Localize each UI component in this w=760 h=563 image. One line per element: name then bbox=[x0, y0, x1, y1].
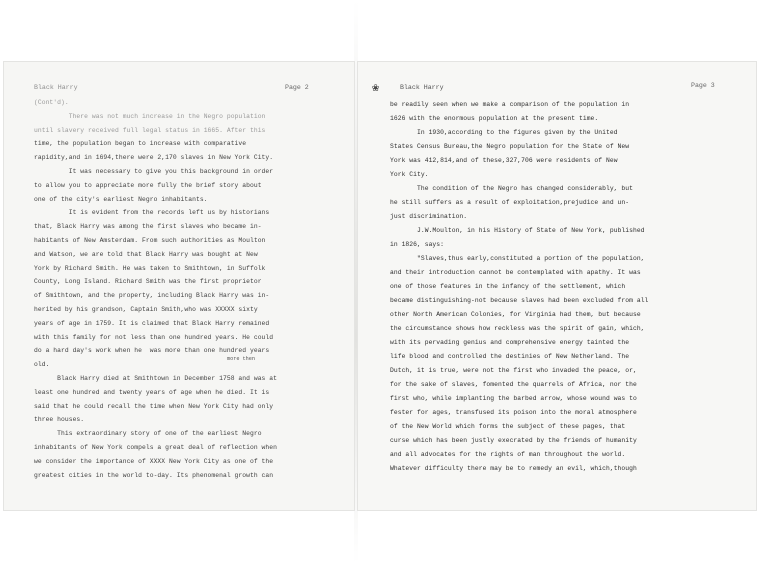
text-line: life blood and controlled the destinies of New Netherland. The bbox=[390, 353, 630, 360]
text-line: one of the city's earliest Negro inhabitants. bbox=[34, 195, 208, 203]
text-line: for the sake of slaves, fomented the quarrels of Africa, nor the bbox=[390, 381, 637, 388]
page-number: Page 3 bbox=[691, 82, 715, 89]
text-line: and Watson, we are told that Black Harry was bought at New bbox=[34, 250, 258, 258]
text-line: first who, while implanting the barbed arrow, whose wound was to bbox=[390, 395, 637, 402]
text-line: to allow you to appreciate more fully the brief story about bbox=[34, 181, 262, 189]
text-line: It is evident from the records left us by historians bbox=[34, 209, 270, 217]
text-line: of the New World which forms the subject of these pages, that bbox=[390, 423, 626, 430]
text-line: and all advocates for the rights of man throughout the world. bbox=[390, 451, 626, 458]
text-line: rapidity,and in 1694,there were 2,170 slaves in New York City. bbox=[34, 154, 274, 162]
text-line: County, Long Island. Richard Smith was the first proprietor bbox=[34, 278, 262, 286]
text-line: J.W.Moulton, in his History of State of New York, published bbox=[390, 227, 645, 234]
left-page bbox=[4, 62, 354, 510]
text-line: with its pervading genius and comprehensive energy tainted the bbox=[390, 339, 630, 346]
handwritten-insertion: more then bbox=[227, 356, 256, 362]
text-line: inhabitants of New York compels a great deal of reflection when bbox=[34, 444, 277, 451]
text-line: years of age in 1759. It is claimed that Black Harry remained bbox=[34, 319, 270, 327]
text-line: be readily seen when we make a comparison of the population in bbox=[390, 101, 630, 108]
text-line: York was 412,814,and of these,327,706 were residents of New bbox=[390, 157, 618, 164]
text-line: fester for ages, transfused its poison into the moral atmosphere bbox=[390, 409, 637, 416]
text-line: States Census Bureau,the Negro population for the State of New bbox=[390, 143, 630, 150]
text-line: York by Richard Smith. He was taken to Smithtown, in Suffolk bbox=[34, 264, 266, 272]
text-line: other North American Colonies, for Virginia had them, but because bbox=[390, 311, 641, 318]
text-line: the circumstance shows how reckless was the spirit of gain, which, bbox=[390, 325, 645, 332]
text-line: and their introduction cannot be contemplated with apathy. It was bbox=[390, 269, 641, 276]
text-line: of Smithtown, and the property, including Black Harry was in- bbox=[34, 292, 270, 300]
text-line: with this family for not less than one hundred years. He could bbox=[34, 333, 274, 341]
text-line: There was not much increase in the Negro population bbox=[34, 112, 266, 120]
text-line: It was necessary to give you this background in order bbox=[34, 168, 274, 175]
page-header-title: Black Harry bbox=[400, 84, 444, 91]
text-line: curse which has been justly execrated by the friends of humanity bbox=[390, 437, 637, 444]
text-line: in 1826, says: bbox=[390, 241, 444, 248]
text-line: old. bbox=[34, 361, 50, 369]
text-line: herited by his grandson, Captain Smith,who was XXXXX sixty bbox=[34, 306, 258, 313]
text-line: do a hard day's work when he was more than one hundred years bbox=[34, 347, 270, 355]
text-line: least one hundred and twenty years of age when he died. It is bbox=[34, 388, 270, 396]
text-line: that, Black Harry was among the first slaves who became in- bbox=[34, 223, 262, 231]
text-line: (Cont'd). bbox=[34, 99, 69, 106]
text-line: habitants of New Amsterdam. From such authorities as Moulton bbox=[34, 237, 266, 244]
page-header-title: Black Harry bbox=[34, 84, 78, 91]
asterisk-mark-icon: ❀ bbox=[372, 81, 380, 95]
text-line: This extraordinary story of one of the earliest Negro bbox=[34, 430, 262, 438]
text-line: York City. bbox=[390, 171, 429, 178]
text-line: he still suffers as a result of exploitation,prejudice and un- bbox=[390, 199, 630, 206]
text-line: said that he could recall the time when New York City had only bbox=[34, 402, 274, 410]
text-line: Black Harry died at Smithtown in December 1758 and was at bbox=[34, 375, 277, 382]
right-page bbox=[358, 62, 756, 510]
text-line: Whatever difficulty there may be to remedy an evil, which,though bbox=[390, 465, 637, 472]
text-line: just discrimination. bbox=[390, 213, 468, 220]
text-line: one of those features in the infancy of the settlement, which bbox=[390, 283, 626, 290]
text-line: until slavery received full legal status in 1665. After this bbox=[34, 126, 266, 134]
text-line: Dutch, it is true, were not the first who invaded the peace, or, bbox=[390, 367, 637, 374]
text-line: "Slaves,thus early,constituted a portion of the population, bbox=[390, 255, 645, 262]
text-line: time, the population began to increase with comparative bbox=[34, 140, 247, 148]
text-line: became distinguishing-not because slaves had been excluded from all bbox=[390, 297, 649, 304]
text-line: In 1930,according to the figures given by the United bbox=[390, 129, 618, 136]
text-line: three houses. bbox=[34, 416, 85, 424]
text-line: 1626 with the enormous population at the present time. bbox=[390, 115, 599, 122]
page-number: Page 2 bbox=[285, 84, 309, 91]
text-line: greatest cities in the world to-day. Its phenomenal growth can bbox=[34, 471, 274, 479]
text-line: we consider the importance of XXXX New York City as one of the bbox=[34, 457, 274, 465]
text-line: The condition of the Negro has changed considerably, but bbox=[390, 185, 633, 192]
